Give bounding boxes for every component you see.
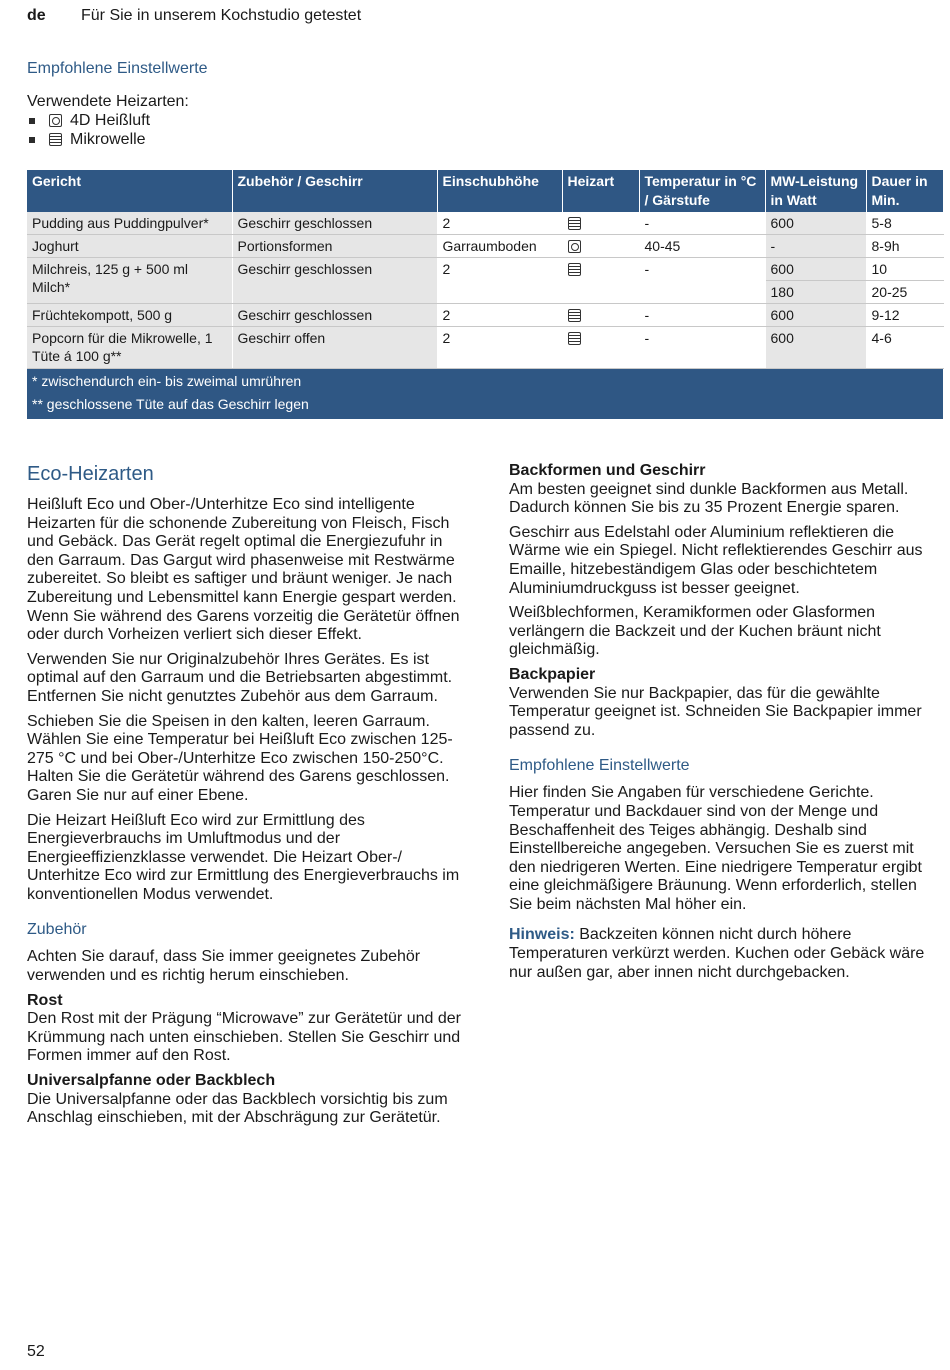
temp-cell: - [639,304,765,327]
bakeware-heading: Backformen und Geschirr [509,462,706,479]
dish-cell: Milchreis, 125 g + 500 ml Milch* [27,258,232,304]
microwave-icon [568,309,581,322]
recommended-values-heading: Empfohlene Einstellwerte [509,757,690,775]
watt-cell: 600 [765,327,866,369]
level-cell: Garraumboden [437,235,562,258]
table-row [27,327,943,369]
temp-cell: 40-45 [639,235,765,258]
paragraph: Schieben Sie die Speisen in den kalten, leeren Garraum. Wählen Sie eine Temperatur bei Heißluft Eco zwischen 125-275 °C und bei Ober-/Unterhitze Eco zwischen 150-250°C. Halten Sie die Gerätetür während des Garens geschlossen. Garen Sie nur auf einer Ebene. [27,712,453,804]
page-header-title: Für Sie in unserem Kochstudio getestet [81,7,362,24]
column-header: Heizart [562,170,639,212]
right-column [509,462,941,988]
time-cell: 9-12 [866,304,943,327]
baking-paper-heading: Backpapier [509,665,596,683]
column-header: MW-Leistung in Watt [765,170,866,212]
microwave-icon [568,263,581,276]
dish-cell: Popcorn für die Mikrowelle, 1 Tüte á 100 g** [27,327,232,369]
heating-mode-item [27,130,189,149]
microwave-icon [568,217,581,230]
pan-heading: Universalpfanne oder Backblech [27,1072,276,1090]
time-cell: 4-6 [866,327,943,369]
hint-text: Backzeiten können nicht durch höhere Temperaturen verkürzt werden. Kuchen oder Gebäck wäre nur außen gar, aber innen nicht durchgebacken. [509,926,925,981]
time-cell: 20-25 [866,281,943,304]
table-row [27,235,943,258]
paragraph: Die Universalpfanne oder das Backblech vorsichtig bis zum Anschlag einschieben, mit der Abschrägung zur Gerätetür. [27,1090,448,1127]
paragraph: Den Rost mit der Prägung “Microwave” zur Gerätetür und der Krümmung nach unten einschieben. Stellen Sie Geschirr und Formen immer auf den Rost. [27,1010,461,1065]
microwave-icon [49,133,62,146]
watt-cell: 180 [765,281,866,304]
table-header-row [27,170,943,212]
column-header: Temperatur in °C / Gärstufe [639,170,765,212]
watt-cell: 600 [765,258,866,281]
time-cell: 10 [866,258,943,281]
column-header: Einschubhöhe [437,170,562,212]
paragraph: Geschirr aus Edelstahl oder Aluminium reflektieren die Wärme wie ein Spiegel. Nicht reflektierendes Geschirr aus Emaille, hitzebeständigem Glas oder beschichtetem Aluminiumdruckguss ist besser geeignet. [509,523,923,597]
paragraph: Am besten geeignet sind dunkle Backformen aus Metall. Dadurch können Sie bis zu 35 Prozent Energie sparen. [509,480,909,517]
table-note-row [27,393,943,419]
hint-paragraph [509,926,941,982]
accessory-cell: Geschirr geschlossen [232,212,437,235]
table-row [27,212,943,235]
accessory-cell: Geschirr offen [232,327,437,369]
table-footnote: * zwischendurch ein- bis zweimal umrühren [27,369,943,393]
table-footnote: ** geschlossene Tüte auf das Geschirr legen [27,393,943,419]
accessory-cell: Geschirr geschlossen [232,258,437,304]
heating-mode-label: Mikrowelle [70,131,146,148]
microwave-icon [568,332,581,345]
paragraph: Heißluft Eco und Ober-/Unterhitze Eco sind intelligente Heizarten für die schonende Zubereitung von Fleisch, Fisch und Gebäck. Das Gerät regelt optimal die Energiezufuhr in den Garraum. Das Gargut wird phasenweise mit Restwärme zubereitet. So bleibt es saftiger und bräunt weniger. Je nach Zubereitung und Lebensmittel kann Energie gespart werden. Wenn Sie während des Garens vorzeitig die Gerätetür öffnen oder durch Vorheizen verliert sich dieser Effekt. [27,496,460,644]
level-cell: 2 [437,327,562,369]
rack-heading: Rost [27,991,63,1009]
column-header: Dauer in Min. [866,170,943,212]
table-note-row [27,369,943,393]
recommended-settings-heading: Empfohlene Einstellwerte [27,60,208,77]
fan-heat-icon [49,114,62,127]
paragraph: Achten Sie darauf, dass Sie immer geeignetes Zubehör verwenden und es richtig herum einschieben. [27,948,421,985]
table-row [27,304,943,327]
mode-cell [562,327,639,369]
fan-heat-icon [568,240,581,253]
heating-modes-intro [27,92,189,149]
level-cell: 2 [437,212,562,235]
column-header: Zubehör / Geschirr [232,170,437,212]
mode-cell [562,258,639,304]
paragraph: Verwenden Sie nur Backpapier, das für die gewählte Temperatur geeignet ist. Schneiden Sie Backpapier immer passend zu. [509,684,922,739]
mode-cell [562,212,639,235]
level-cell: 2 [437,304,562,327]
settings-table [27,170,944,419]
accessory-cell: Portionsformen [232,235,437,258]
temp-cell: - [639,327,765,369]
dish-cell: Pudding aus Puddingpulver* [27,212,232,235]
eco-heating-heading: Eco-Heizarten [27,463,154,485]
watt-cell: - [765,235,866,258]
time-cell: 8-9h [866,235,943,258]
mode-cell [562,304,639,327]
heating-modes-label: Verwendete Heizarten: [27,93,189,110]
bullet-icon [29,137,35,143]
dish-cell: Joghurt [27,235,232,258]
temp-cell: - [639,258,765,304]
watt-cell: 600 [765,304,866,327]
mode-cell [562,235,639,258]
accessories-heading: Zubehör [27,921,87,939]
time-cell: 5-8 [866,212,943,235]
column-header: Gericht [27,170,232,212]
heating-mode-label: 4D Heißluft [70,112,151,129]
level-cell: 2 [437,258,562,304]
table-row [27,258,943,281]
accessory-cell: Geschirr geschlossen [232,304,437,327]
language-code: de [27,7,46,24]
paragraph: Verwenden Sie nur Originalzubehör Ihres Gerätes. Es ist optimal auf den Garraum und die Betriebsarten abgestimmt. Entfernen Sie nicht genutztes Zubehör aus dem Garraum. [27,650,453,705]
hint-label: Hinweis: [509,926,575,944]
paragraph: Weißblechformen, Keramikformen oder Glasformen verlängern die Backzeit und der Kuchen bräunt nicht gleichmäßig. [509,604,881,659]
watt-cell: 600 [765,212,866,235]
dish-cell: Früchtekompott, 500 g [27,304,232,327]
temp-cell: - [639,212,765,235]
paragraph: Hier finden Sie Angaben für verschiedene Gerichte. Temperatur und Backdauer sind von der Menge und Beschaffenheit des Teiges abhängig. Deshalb sind Einstellbereiche angegeben. Versuchen Sie es zuerst mit den niedrigeren Werten. Eine niedrigere Temperatur ergibt eine gleichmäßigere Bräunung. Wenn erforderlich, stellen Sie beim nächsten Mal höher ein. [509,784,922,913]
page-number: 52 [27,1343,45,1360]
heating-mode-item [27,111,189,130]
left-column [27,462,467,1134]
bullet-icon [29,118,35,124]
paragraph: Die Heizart Heißluft Eco wird zur Ermittlung des Energieverbrauchs im Umluftmodus und der Energieeffizienzklasse verwendet. Die Heizart Ober-/ Unterhitze Eco wird zur Ermittlung des Energieverbrauchs im konventionellen Modus verwendet. [27,811,460,903]
